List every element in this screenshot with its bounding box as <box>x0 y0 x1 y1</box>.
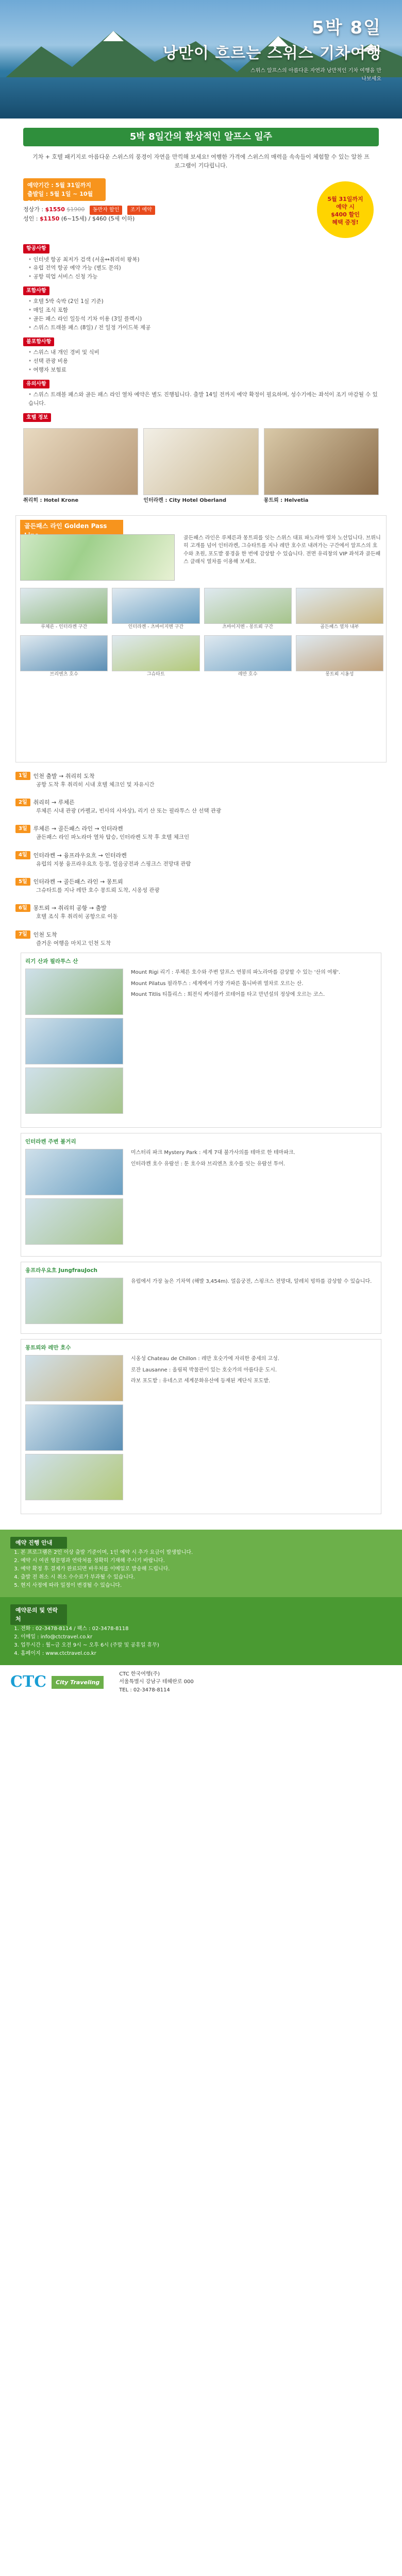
route-photo <box>20 588 108 624</box>
box-paragraph: Mount Pilatus 필라투스 : 세계에서 가장 가파른 톱니바퀴 열차로 오르는 산. <box>131 980 304 987</box>
box-paragraph: Mount Titlis 티틀리스 : 회전식 케이블카 로테어를 타고 만년설의 정상에 오르는 코스. <box>131 992 325 998</box>
hero-title <box>163 14 381 65</box>
box-photo <box>25 1067 123 1114</box>
box-photo <box>25 1198 123 1245</box>
box-photo <box>25 1454 123 1500</box>
day-number: 6일 <box>15 904 30 912</box>
day-title: 인터라켄 → 융프라우요흐 → 인터라켄 <box>33 852 127 859</box>
price-row-adult: 성인 : $1150 (6~15세) / $460 (5세 이하) <box>23 215 135 223</box>
attraction-box <box>21 1133 381 1257</box>
box-photo <box>25 1018 123 1064</box>
route-caption: 레만 호수 <box>238 671 258 677</box>
hotel-card[interactable] <box>23 428 138 505</box>
itinerary-day <box>15 930 387 947</box>
box-paragraph: 로잔 Lausanne : 올림픽 박물관이 있는 호숫가의 아름다운 도시. <box>131 1367 277 1373</box>
itinerary-day <box>15 772 387 789</box>
box-photos <box>25 969 123 1114</box>
day-number: 2일 <box>15 799 30 807</box>
route-photo <box>20 635 108 671</box>
route-caption: 그슈타트 <box>146 671 165 677</box>
golden-pass-thumbs <box>20 588 383 679</box>
section-list <box>23 391 379 408</box>
day-number: 4일 <box>15 851 30 859</box>
route-thumb[interactable] <box>296 588 383 631</box>
hero-title-line1: 5박 8일 <box>312 18 381 38</box>
box-photos <box>25 1355 123 1500</box>
day-title: 몽트뢰 → 취리히 공항 → 출발 <box>33 905 107 912</box>
box-title: 리기 산과 필라투스 산 <box>25 958 78 964</box>
info-section <box>23 281 379 332</box>
note-item: 2. 이메일 : info@ctctravel.co.kr <box>21 1633 392 1641</box>
box-text <box>131 1278 377 1286</box>
booking-notes-title: 예약 진행 안내 <box>10 1537 67 1549</box>
route-thumb[interactable] <box>20 588 108 631</box>
day-header <box>15 798 387 807</box>
section-list <box>23 297 379 332</box>
contact-notes-title: 예약문의 및 연락처 <box>10 1604 67 1625</box>
section-item: • 유럽 전역 항공 예약 가능 (별도 문의) <box>28 264 379 273</box>
info-section <box>23 332 379 375</box>
route-thumb[interactable] <box>204 635 292 679</box>
itinerary-day <box>15 877 387 894</box>
section-label: 불포함사항 <box>23 337 54 347</box>
hotel-section-label: 호텔 정보 <box>23 413 51 422</box>
contact-notes-list <box>10 1625 392 1658</box>
day-body: 즐거운 여행을 마치고 인천 도착 <box>36 940 111 946</box>
box-photo <box>25 1355 123 1401</box>
box-paragraph: 유럽에서 가장 높은 기차역 (해발 3,454m). 얼음궁전, 스핑크스 전망대, 알레치 빙하를 감상할 수 있습니다. <box>131 1279 372 1285</box>
attraction-boxes <box>0 953 402 1514</box>
headline: 5박 8일간의 환상적인 알프스 일주 <box>23 128 379 146</box>
section-item: • 매일 조식 포함 <box>28 306 379 315</box>
early-booking-tag[interactable]: 조기 예약 <box>127 206 155 215</box>
day-header <box>15 772 387 781</box>
note-item: 3. 예약 확정 후 결제가 완료되면 바우처를 이메일로 발송해 드립니다. <box>21 1565 392 1573</box>
booking-notes <box>0 1530 402 1597</box>
brand-logo[interactable]: CTC <box>10 1672 47 1691</box>
route-thumb[interactable] <box>112 635 199 679</box>
hero-banner <box>0 0 402 118</box>
lake <box>0 77 402 118</box>
day-title: 인천 출발 → 취리히 도착 <box>33 772 95 779</box>
box-paragraph: 인터라켄 호수 유람선 : 툰 호수와 브리엔츠 호수를 잇는 유람선 투어. <box>131 1161 286 1167</box>
attraction-box <box>21 1339 381 1514</box>
itinerary-day <box>15 798 387 815</box>
day-title: 인터라켄 → 골든패스 라인 → 몽트뢰 <box>33 878 123 885</box>
box-text <box>131 1355 377 1385</box>
box-photo <box>25 1149 123 1195</box>
itinerary-day <box>15 851 387 868</box>
route-photo <box>204 588 292 624</box>
section-item: • 인터넷 항공 최저가 검색 (서울↔취리히 왕복) <box>28 256 379 264</box>
golden-pass-section <box>15 515 387 762</box>
intro-text: 기차 + 호텔 패키지로 아름다운 스위스의 풍경이 자연을 만끽해 보세요! 여행한 가격에 스위스의 매력을 속속들이 체험할 수 있는 알찬 프로그램이 기다립니다. <box>32 154 370 170</box>
route-photo <box>204 635 292 671</box>
price-box <box>23 178 379 239</box>
box-paragraph: Mount Rigi 리기 : 루체른 호수와 주변 알프스 연봉의 파노라마를 감상할 수 있는 '산의 여왕'. <box>131 970 341 976</box>
day-body: 공항 도착 후 취리히 시내 호텔 체크인 및 자유시간 <box>36 781 155 788</box>
section-list <box>23 256 379 281</box>
day-body: 유럽의 지붕 융프라우요흐 등정, 얼음궁전과 스핑크스 전망대 관람 <box>36 860 191 867</box>
box-text <box>131 969 377 999</box>
section-list <box>23 348 379 374</box>
box-paragraph: 라보 포도밭 : 유네스코 세계문화유산에 등재된 계단식 포도밭. <box>131 1378 271 1384</box>
footer-logo-area <box>0 1665 402 1700</box>
box-paragraph: 미스터리 파크 Mystery Park : 세계 7대 불가사의를 테마로 한 테마파크. <box>131 1150 295 1156</box>
price-row-regular: 정상가 : $1550 $1900 동반자 할인 조기 예약 <box>23 205 265 214</box>
day-header <box>15 904 387 912</box>
info-section <box>23 239 379 281</box>
section-item: • 여행자 보험료 <box>28 366 379 375</box>
route-thumb[interactable] <box>204 588 292 631</box>
hotel-section-label-wrap <box>23 408 379 425</box>
note-item: 4. 홈페이지 : www.ctctravel.co.kr <box>21 1650 392 1658</box>
brand-tag: City Traveling <box>52 1676 104 1689</box>
day-number: 5일 <box>15 878 30 886</box>
section-item: • 골든 패스 라인 일등석 기차 이용 (3일 플렉시) <box>28 315 379 324</box>
box-title: 융프라우요흐 JungfrauJoch <box>25 1267 98 1274</box>
booking-notes-list <box>10 1549 392 1590</box>
day-header <box>15 877 387 886</box>
golden-pass-text: 골든패스 라인은 루체른과 몽트뢰를 잇는 스위스 대표 파노라마 열차 노선입니다. 브뤼니히 고개를 넘어 인터라켄, 그슈타트를 지나 레만 호수로 내려가는 구간에서 알프스의 호수와 초원, 포도밭 풍경을 한 번에 감상할 수 있습니다. 전면 유리창의 VIP 좌석과 골든패스 클래식 열차를 이용해 보세요. <box>183 535 381 565</box>
day-header <box>15 824 387 833</box>
note-item: 2. 예약 시 여권 영문명과 연락처를 정확히 기재해 주시기 바랍니다. <box>21 1557 392 1565</box>
company-info: CTC 한국여행(주) 서울특별시 강남구 테헤란로 000 TEL : 02-3478-8114 <box>119 1671 194 1693</box>
day-number: 7일 <box>15 930 30 939</box>
promo-badge: 5월 31일까지 예약 시 $400 할인 혜택 증정! <box>317 181 374 238</box>
day-header <box>15 851 387 860</box>
price-list <box>23 205 265 224</box>
route-caption: 골든패스 열차 내부 <box>320 624 359 630</box>
route-caption: 루체른 - 인터라켄 구간 <box>41 624 88 630</box>
day-title: 루체른 → 골든패스 라인 → 인터라켄 <box>33 825 123 833</box>
day-body: 골든패스 라인 파노라마 열차 탑승, 인터라켄 도착 후 호텔 체크인 <box>36 834 190 841</box>
section-item: • 선택 관광 비용 <box>28 357 379 366</box>
box-title: 몽트뢰와 레만 호수 <box>25 1344 71 1351</box>
day-title: 인천 도착 <box>33 931 57 938</box>
section-item: • 공항 픽업 서비스 신청 가능 <box>28 273 379 281</box>
day-body: 호텔 조식 후 취리히 공항으로 이동 <box>36 913 118 920</box>
route-photo <box>112 588 199 624</box>
day-title: 취리히 → 루체른 <box>33 799 75 806</box>
route-photo <box>296 635 383 671</box>
route-map <box>20 534 175 581</box>
itinerary-day <box>15 824 387 841</box>
section-label: 포함사항 <box>23 286 49 296</box>
route-photo <box>112 635 199 671</box>
itinerary-day <box>15 904 387 921</box>
box-paragraph: 시옹성 Chateau de Chillon : 레만 호숫가에 자리한 중세의 고성. <box>131 1356 279 1362</box>
note-item: 5. 현지 사정에 따라 일정이 변경될 수 있습니다. <box>21 1582 392 1590</box>
section-item: • 스위스 트래블 패스 (8일) / 전 일정 가이드북 제공 <box>28 324 379 332</box>
box-text <box>131 1149 377 1168</box>
hotel-name: 취리히 : Hotel Krone <box>23 498 79 504</box>
dates-label: 예약기간 : 5월 31일까지 출발일 : 5월 1일 ~ 10월 31일 <box>23 178 106 201</box>
hotel-list <box>23 428 379 505</box>
box-photo <box>25 969 123 1015</box>
section-item: • 호텔 5박 숙박 (2인 1실 기준) <box>28 297 379 306</box>
attraction-box <box>21 1262 381 1334</box>
note-item: 1. 전화 : 02-3478-8114 / 팩스 : 02-3478-8118 <box>21 1625 392 1633</box>
route-thumb[interactable] <box>20 635 108 679</box>
hotel-name: 몽트뢰 : Helvetia <box>263 498 309 504</box>
box-photos <box>25 1278 123 1324</box>
route-thumb[interactable] <box>112 588 199 631</box>
itinerary <box>0 772 402 947</box>
route-caption: 브리엔츠 호수 <box>49 671 78 677</box>
hotel-card[interactable] <box>143 428 258 505</box>
day-number: 3일 <box>15 825 30 833</box>
info-section <box>23 375 379 408</box>
route-caption: 츠바이지멘 - 몽트뢰 구간 <box>222 624 274 630</box>
hero-subtitle: 스위스 알프스의 아름다운 자연과 낭만적인 기차 여행을 만나보세요 <box>250 68 381 82</box>
box-title: 인터라켄 주변 볼거리 <box>25 1138 76 1145</box>
day-number: 1일 <box>15 772 30 780</box>
spacer <box>0 1514 402 1530</box>
hero-title-line2: 낭만이 흐르는 스위스 기차여행 <box>162 44 381 62</box>
day-body: 루체른 시내 관광 (카펠교, 빈사의 사자상), 리기 산 또는 필라투스 산 선택 관광 <box>36 808 222 815</box>
contact-notes <box>0 1597 402 1665</box>
box-photos <box>25 1149 123 1245</box>
note-item: 3. 업무시간 : 월~금 오전 9시 ~ 오후 6시 (주말 및 공휴일 휴무) <box>21 1641 392 1650</box>
hotel-photo <box>264 428 379 495</box>
box-photo <box>25 1404 123 1451</box>
day-header <box>15 930 387 939</box>
section-label: 유의사항 <box>23 380 49 389</box>
note-item: 1. 본 프로그램은 2인 이상 출발 기준이며, 1인 예약 시 추가 요금이 발생합니다. <box>21 1549 392 1557</box>
hotel-name: 인터라켄 : City Hotel Oberland <box>143 498 227 504</box>
note-item: 4. 출발 전 취소 시 취소 수수료가 부과될 수 있습니다. <box>21 1573 392 1582</box>
hotel-photo <box>143 428 258 495</box>
route-caption: 인터라켄 - 츠바이지멘 구간 <box>128 624 184 630</box>
section-item: • 스위스 내 개인 경비 및 식비 <box>28 348 379 357</box>
route-caption: 몽트뢰 시옹성 <box>325 671 354 677</box>
hotel-photo <box>23 428 138 495</box>
hotel-card[interactable] <box>264 428 379 505</box>
info-sections <box>0 239 402 408</box>
attraction-box <box>21 953 381 1128</box>
day-body: 그슈타트를 지나 레만 호수 몽트뢰 도착, 시옹성 관광 <box>36 887 160 893</box>
discount-tag[interactable]: 동반자 할인 <box>90 206 122 215</box>
box-photo <box>25 1278 123 1324</box>
section-item: • 스위스 트래블 패스와 골든 패스 라인 열차 예약은 별도 진행됩니다. 출발 14일 전까지 예약 확정이 필요하며, 성수기에는 좌석이 조기 마감될 수 있습니다. <box>28 391 379 408</box>
section-label: 항공사항 <box>23 244 49 253</box>
golden-pass-title: 골든패스 라인 Golden Pass <box>20 520 123 542</box>
route-thumb[interactable] <box>296 635 383 679</box>
route-photo <box>296 588 383 624</box>
